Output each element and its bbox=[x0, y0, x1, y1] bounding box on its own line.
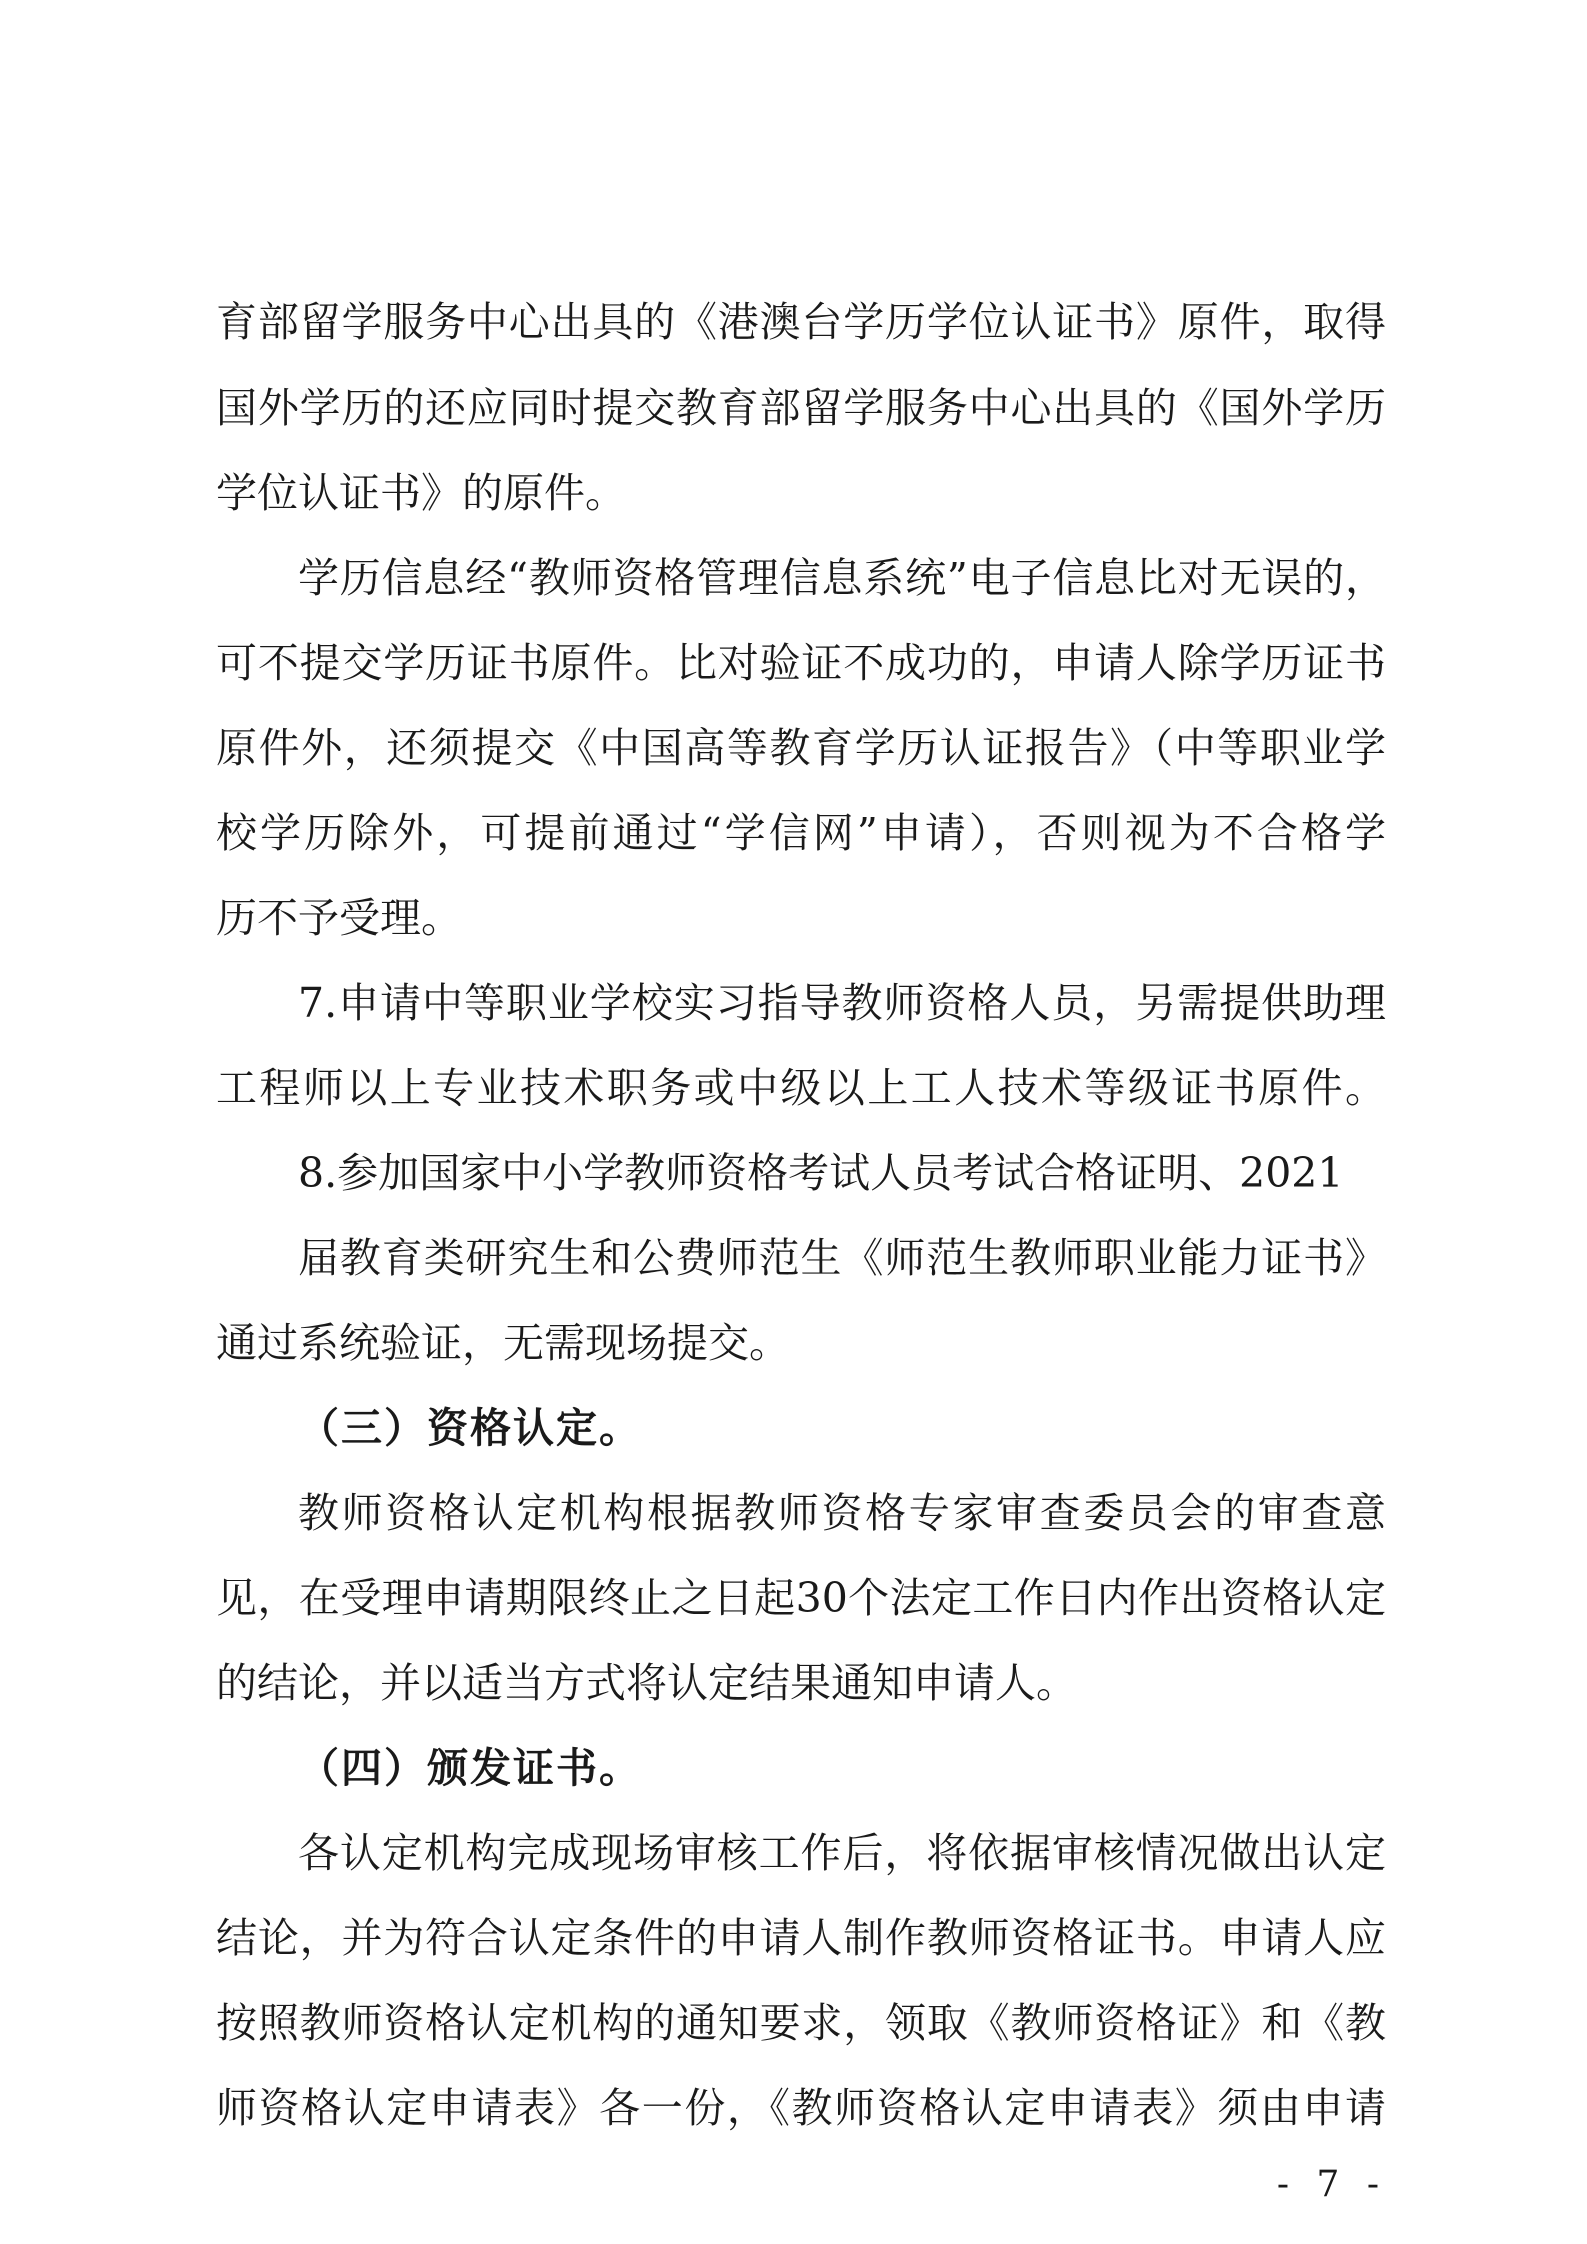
text-line: 届教育类研究生和公费师范生《师范生教师职业能力证书》 bbox=[298, 1234, 1386, 1282]
text-line: 育部留学服务中心出具的《港澳台学历学位认证书》原件，取得 bbox=[216, 298, 1386, 346]
text-line: 8.参加国家中小学教师资格考试人员考试合格证明、2021 bbox=[298, 1149, 1344, 1197]
text-line: 结论，并为符合认定条件的申请人制作教师资格证书。申请人应 bbox=[216, 1914, 1386, 1962]
text-line: 的结论，并以适当方式将认定结果通知申请人。 bbox=[216, 1659, 1077, 1707]
text-line: 学位认证书》的原件。 bbox=[216, 469, 626, 517]
text-line: 见，在受理申请期限终止之日起30个法定工作日内作出资格认定 bbox=[216, 1574, 1386, 1622]
text-line: 师资格认定申请表》各一份，《教师资格认定申请表》须由申请 bbox=[216, 2084, 1386, 2132]
text-line: 工程师以上专业技术职务或中级以上工人技术等级证书原件。 bbox=[216, 1064, 1386, 1112]
text-line: 可不提交学历证书原件。比对验证不成功的，申请人除学历证书 bbox=[216, 639, 1386, 687]
text-line: 教师资格认定机构根据教师资格专家审查委员会的审查意 bbox=[298, 1489, 1386, 1537]
text-line: 各认定机构完成现场审核工作后，将依据审核情况做出认定 bbox=[298, 1829, 1386, 1877]
text-line: 原件外，还须提交《中国高等教育学历认证报告》（中等职业学 bbox=[216, 724, 1386, 772]
text-line: 7.申请中等职业学校实习指导教师资格人员，另需提供助理 bbox=[298, 979, 1386, 1027]
section-heading: （四）颁发证书。 bbox=[298, 1744, 642, 1792]
text-line: 校学历除外，可提前通过“学信网”申请），否则视为不合格学 bbox=[216, 809, 1386, 857]
text-line: 通过系统验证，无需现场提交。 bbox=[216, 1319, 790, 1367]
text-line: 国外学历的还应同时提交教育部留学服务中心出具的《国外学历 bbox=[216, 384, 1386, 432]
text-line: 按照教师资格认定机构的通知要求，领取《教师资格证》和《教 bbox=[216, 1999, 1386, 2047]
text-line: 历不予受理。 bbox=[216, 894, 462, 942]
text-line: 学历信息经“教师资格管理信息系统”电子信息比对无误的， bbox=[298, 554, 1386, 602]
section-heading: （三）资格认定。 bbox=[298, 1404, 642, 1452]
page-number: - 7 - bbox=[1276, 2164, 1387, 2205]
